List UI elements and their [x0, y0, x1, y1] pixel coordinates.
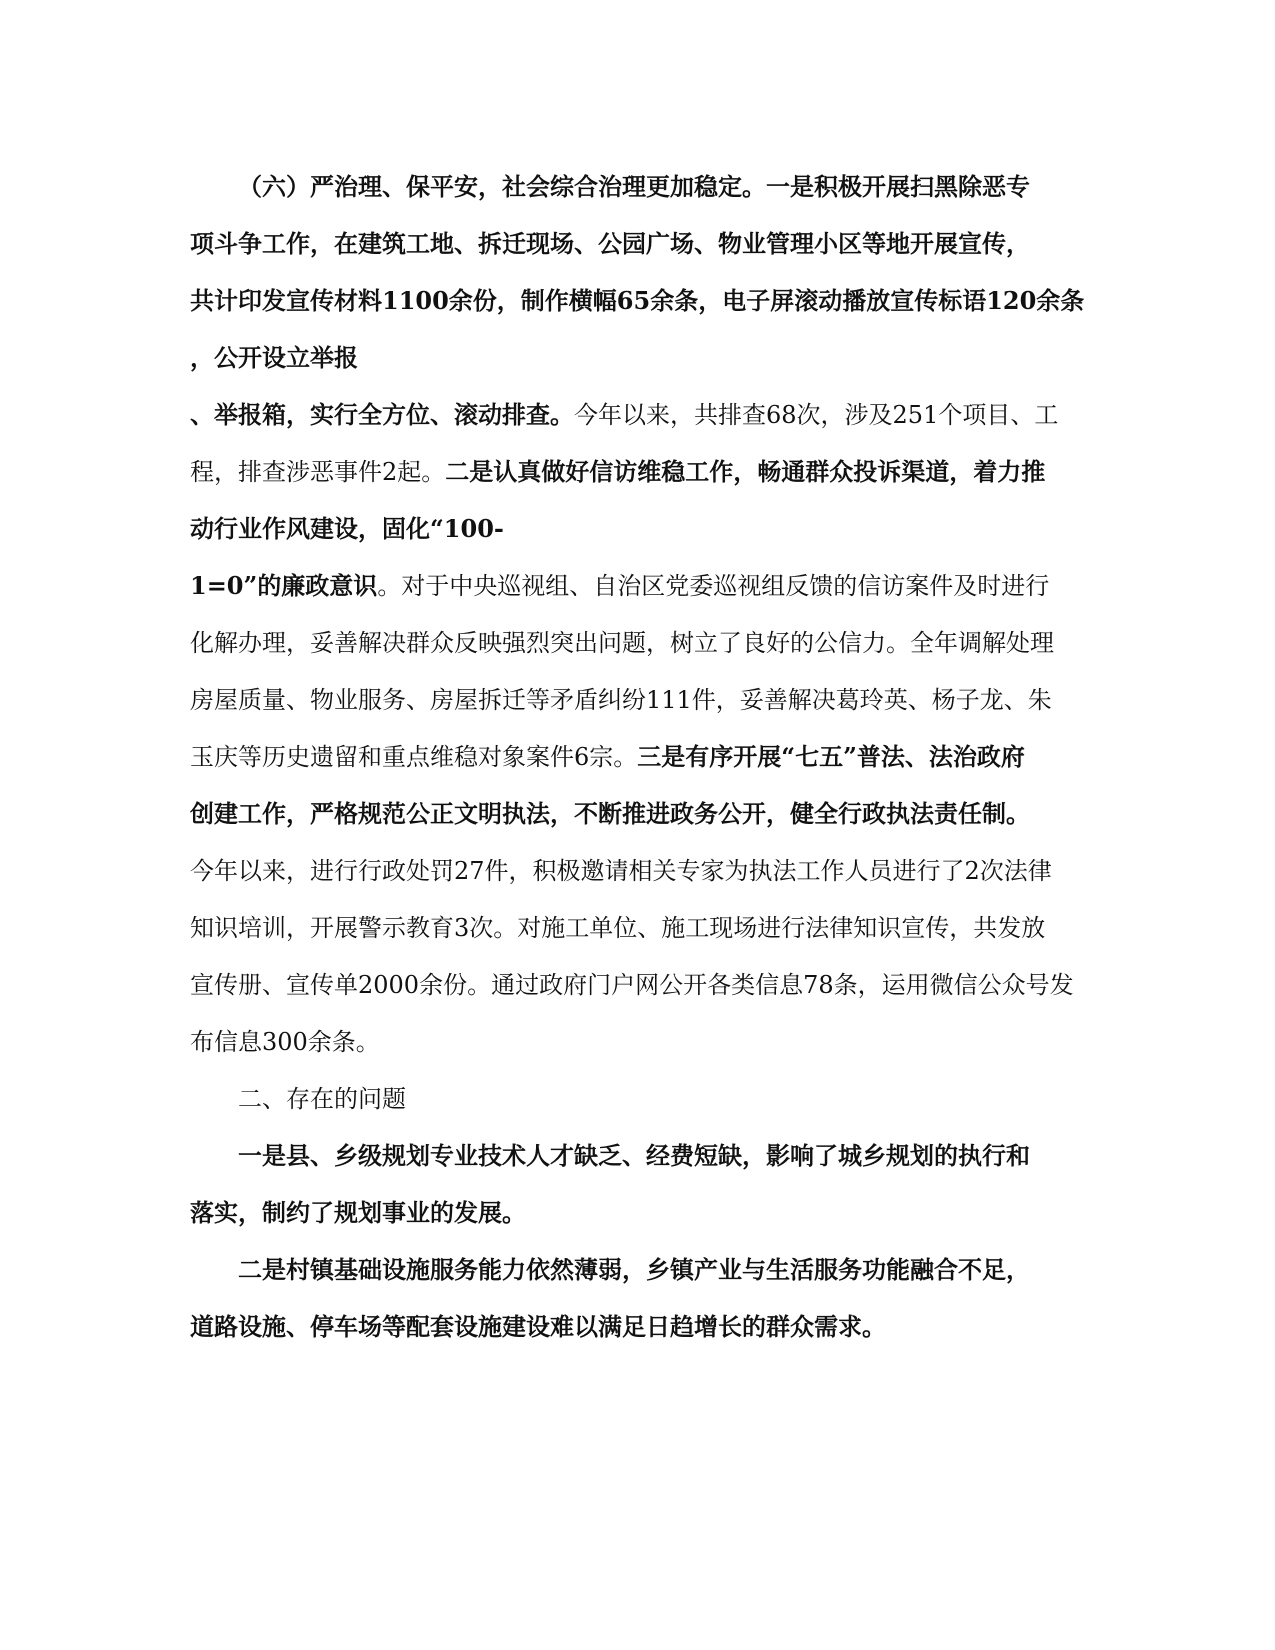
paragraph-6-line-9: 化解办理，妥善解决群众反映强烈突出问题，树立了良好的公信力。全年调解处理 — [190, 629, 1054, 657]
problem-1-line-1: 一是县、乡级规划专业技术人才缺乏、经费短缺，影响了城乡规划的执行和 — [238, 1141, 1030, 1170]
paragraph-6-line-5: 、举报箱，实行全方位、滚动排查。今年以来，共排查68次，涉及251个项目、工 — [190, 400, 1059, 429]
paragraph-6-line-13: 今年以来，进行行政处罚27件，积极邀请相关专家为执法工作人员进行了2次法律 — [190, 857, 1052, 885]
problem-2-line-2: 道路设施、停车场等配套设施建设难以满足日趋增长的群众需求。 — [190, 1312, 886, 1341]
paragraph-6-line-8: 1=0”的廉政意识。对于中央巡视组、自治区党委巡视组反馈的信访案件及时进行 — [190, 571, 1050, 600]
paragraph-6-line-1: （六）严治理、保平安，社会综合治理更加稳定。一是积极开展扫黑除恶专 — [238, 172, 1030, 201]
paragraph-6-line-10: 房屋质量、物业服务、房屋拆迁等矛盾纠纷111件，妥善解决葛玲英、杨子龙、朱 — [190, 686, 1052, 714]
section-heading: 二、存在的问题 — [238, 1085, 406, 1113]
paragraph-6-line-7: 动行业作风建设，固化“100- — [190, 514, 504, 543]
paragraph-6-line-2: 项斗争工作，在建筑工地、拆迁现场、公园广场、物业管理小区等地开展宣传， — [190, 229, 1030, 258]
paragraph-6-line-16: 布信息300余条。 — [190, 1028, 380, 1056]
paragraph-6-line-6: 程，排查涉恶事件2起。二是认真做好信访维稳工作，畅通群众投诉渠道，着力推 — [190, 457, 1046, 486]
paragraph-6-line-15: 宣传册、宣传单2000余份。通过政府门户网公开各类信息78条，运用微信公众号发 — [190, 971, 1074, 999]
paragraph-6-line-3: 共计印发宣传材料1100余份，制作横幅65余条，电子屏滚动播放宣传标语120余条 — [190, 286, 1085, 315]
problem-2-line-1: 二是村镇基础设施服务能力依然薄弱，乡镇产业与生活服务功能融合不足， — [238, 1255, 1030, 1284]
problem-1-line-2: 落实，制约了规划事业的发展。 — [190, 1198, 526, 1227]
paragraph-6-line-11: 玉庆等历史遗留和重点维稳对象案件6宗。三是有序开展“七五”普法、法治政府 — [190, 742, 1025, 771]
paragraph-6-line-4: ，公开设立举报 — [190, 343, 358, 372]
paragraph-6-line-12: 创建工作，严格规范公正文明执法，不断推进政务公开，健全行政执法责任制。 — [190, 799, 1030, 828]
paragraph-6-line-14: 知识培训，开展警示教育3次。对施工单位、施工现场进行法律知识宣传，共发放 — [190, 914, 1046, 942]
